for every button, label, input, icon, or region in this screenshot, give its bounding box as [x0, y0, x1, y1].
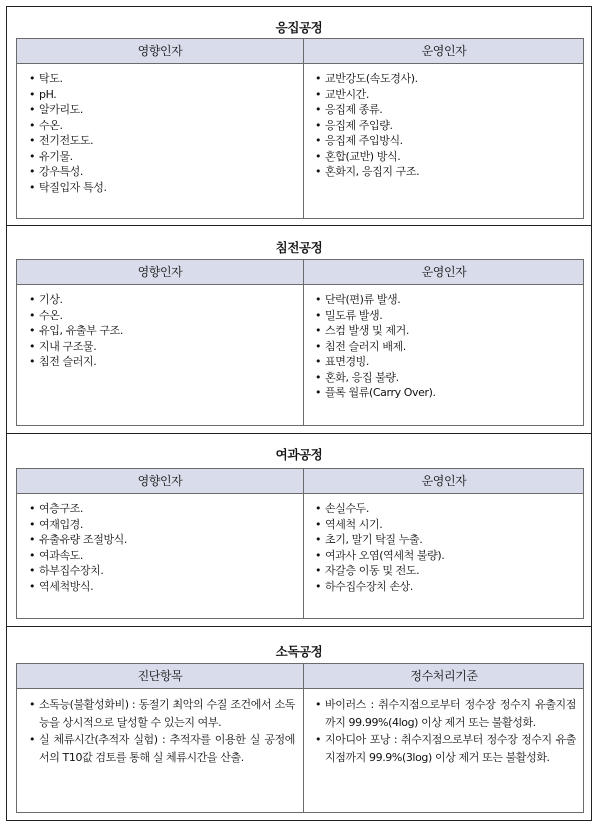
- table-header-row: [17, 664, 583, 689]
- section-filtration: [7, 434, 591, 626]
- list-item: • 혼합(교반) 방식.: [315, 149, 576, 165]
- right-column-header: 정수처리기준: [410, 669, 478, 683]
- list-item: • 수온.: [29, 118, 295, 134]
- list-item: • 역세척 시기.: [315, 517, 576, 533]
- list-item: • 수온.: [29, 308, 295, 324]
- list-item: • 유출유량 조절방식.: [29, 532, 295, 548]
- list-item: • 지내 구조물.: [29, 339, 295, 355]
- list-item: • 여과속도.: [29, 548, 295, 564]
- list-item: • 혼화, 응집 불량.: [315, 370, 576, 386]
- water-treatment-standard-list: [304, 689, 584, 812]
- section-sedimentation: [7, 226, 591, 433]
- right-column-header: 운영인자: [421, 44, 467, 58]
- operation-factor-list: [304, 494, 584, 618]
- list-item: • 탁도.: [29, 71, 295, 87]
- list-item: • 지아디아 포낭 : 취수지점으로부터 정수장 정수지 유출지점까지 99.9%(3log) 이상 제거 또는 불활성화.: [315, 731, 576, 766]
- list-item: • 침전 슬러지 배제.: [315, 339, 576, 355]
- list-item: • 응집제 종류.: [315, 102, 576, 118]
- list-item: • 유기물.: [29, 149, 295, 165]
- criteria-table: [16, 663, 584, 813]
- list-item: • 강우특성.: [29, 164, 295, 180]
- list-item: • 여재입경.: [29, 517, 295, 533]
- list-item: • 응집제 주입량.: [315, 118, 576, 134]
- list-item: • 유입, 유출부 구조.: [29, 323, 295, 339]
- list-item: • 표면경빙.: [315, 354, 576, 370]
- list-item: • pH.: [29, 87, 295, 103]
- list-item: • 초기, 말기 탁질 누출.: [315, 532, 576, 548]
- left-column-header: 영향인자: [137, 265, 183, 279]
- section-disinfection: [7, 627, 591, 822]
- list-item: • 자갈층 이동 및 전도.: [315, 563, 576, 579]
- list-item: • 스컴 발생 및 제거.: [315, 323, 576, 339]
- right-column-header: 운영인자: [421, 265, 467, 279]
- list-item: • 플록 월류(Carry Over).: [315, 385, 576, 401]
- list-item: • 탁질입자 특성.: [29, 180, 295, 196]
- list-item: • 여층구조.: [29, 501, 295, 517]
- section-title: 여과공정: [275, 447, 323, 462]
- left-column-header: 영향인자: [137, 44, 183, 58]
- table-header-row: [17, 39, 583, 64]
- right-column-header: 운영인자: [421, 474, 467, 488]
- list-item: • 바이러스 : 취수지점으로부터 정수장 정수지 유출지점까지 99.99%(4log) 이상 제거 또는 불활성화.: [315, 696, 576, 731]
- influence-factor-list: [17, 64, 303, 218]
- section-title: 응집공정: [275, 20, 323, 35]
- list-item: • 전기전도도.: [29, 133, 295, 149]
- influence-factor-list: [17, 494, 303, 618]
- list-item: • 여과사 오염(역세척 불량).: [315, 548, 576, 564]
- list-item: • 소독능(불활성화비) : 동절기 최악의 수질 조건에서 소독능을 상시적으로 달성할 수 있는지 여부.: [29, 696, 295, 731]
- left-column-header: 진단항목: [137, 669, 183, 683]
- table-header-row: [17, 469, 583, 494]
- left-column-header: 영향인자: [137, 474, 183, 488]
- list-item: • 혼화지, 응집지 구조.: [315, 164, 576, 180]
- list-item: • 침전 슬러지.: [29, 354, 295, 370]
- section-coagulation: [7, 7, 591, 225]
- section-title: 침전공정: [275, 240, 323, 255]
- list-item: • 밀도류 발생.: [315, 308, 576, 324]
- list-item: • 기상.: [29, 292, 295, 308]
- list-item: • 손실수두.: [315, 501, 576, 517]
- factor-table: [16, 259, 584, 426]
- list-item: • 역세척방식.: [29, 579, 295, 595]
- table-header-row: [17, 260, 583, 285]
- operation-factor-list: [304, 285, 584, 425]
- influence-factor-list: [17, 285, 303, 425]
- list-item: • 알카리도.: [29, 102, 295, 118]
- section-title: 소독공정: [275, 644, 323, 659]
- list-item: • 실 체류시간(추적자 실험) : 추적자를 이용한 실 공정에서의 T10값 검토를 통해 실 체류시간을 산출.: [29, 731, 295, 766]
- process-table-document: [6, 6, 592, 821]
- list-item: • 교반시간.: [315, 87, 576, 103]
- operation-factor-list: [304, 64, 584, 218]
- diagnosis-item-list: [17, 689, 303, 812]
- list-item: • 교반강도(속도경사).: [315, 71, 576, 87]
- list-item: • 하수집수장치 손상.: [315, 579, 576, 595]
- factor-table: [16, 38, 584, 219]
- list-item: • 응집제 주입방식.: [315, 133, 576, 149]
- list-item: • 하부집수장치.: [29, 563, 295, 579]
- list-item: • 단락(편)류 발생.: [315, 292, 576, 308]
- factor-table: [16, 468, 584, 619]
